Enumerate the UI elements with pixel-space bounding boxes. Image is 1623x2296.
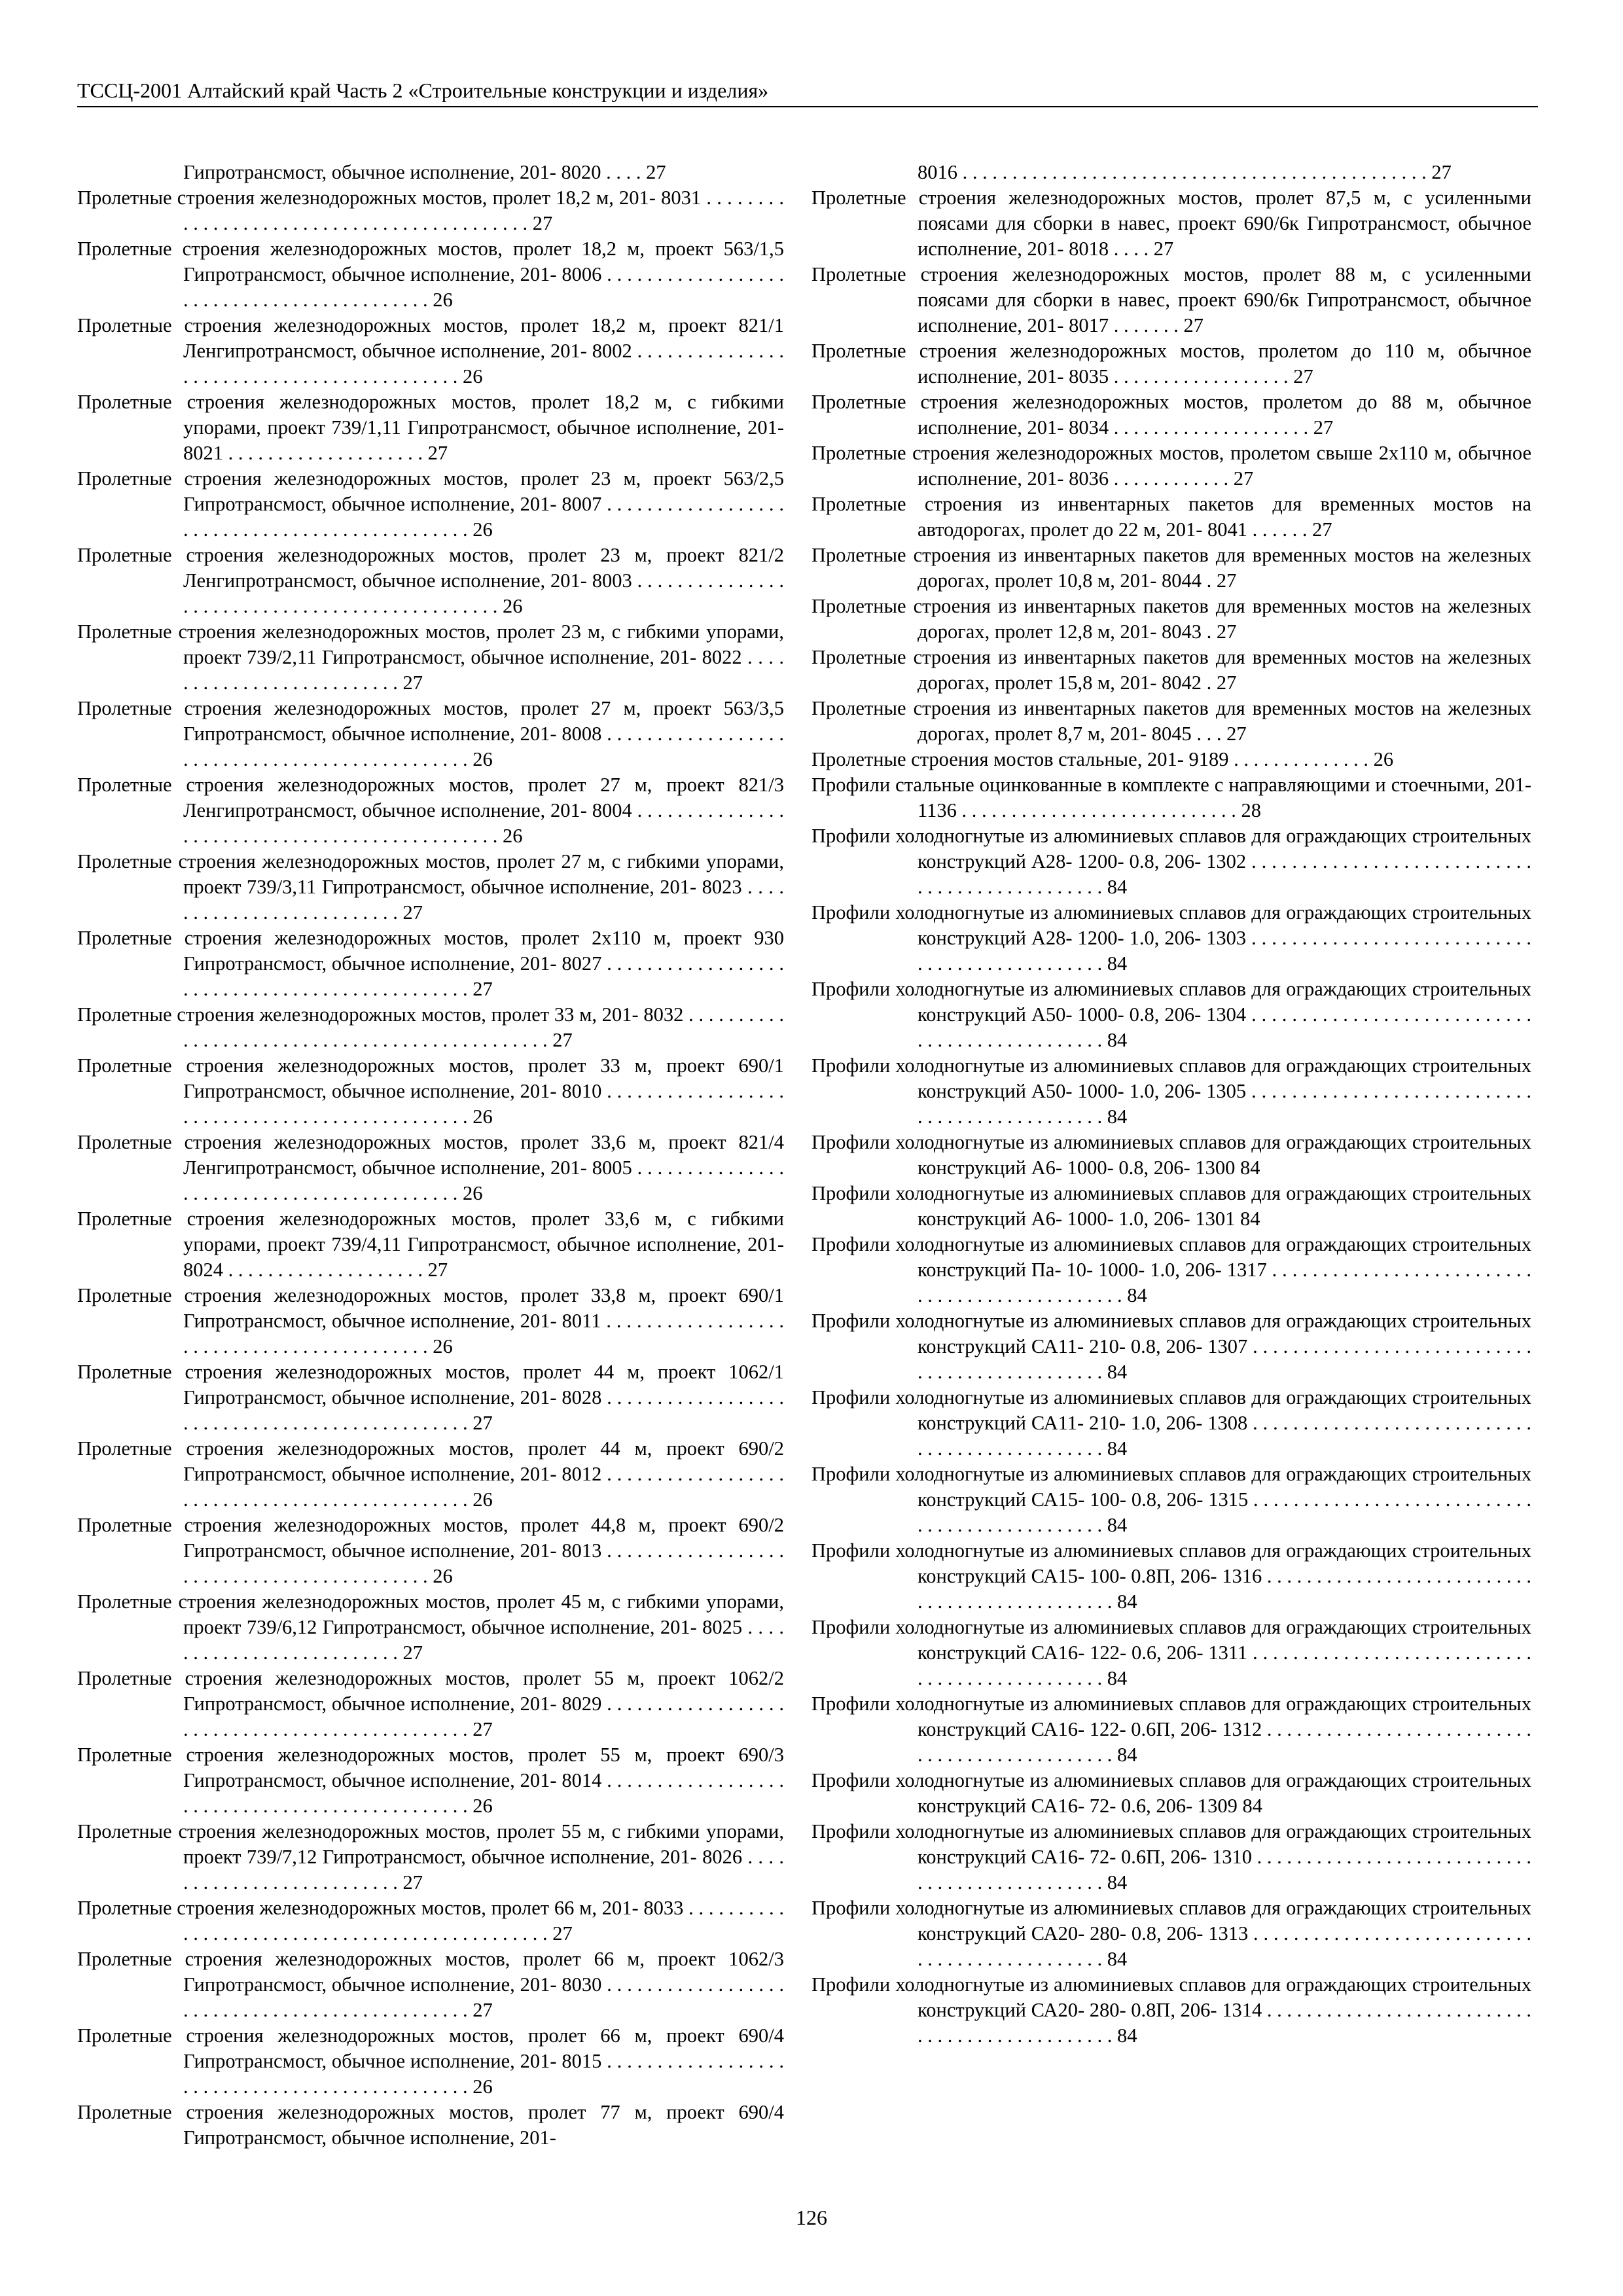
index-entry: Пролетные строения железнодорожных мостов, пролет 33,8 м, проект 690/1 Гипротрансмост, обычное исполнение, 201- 8011 . . . . . . . . . . . . . . . . . . . . . . . . . . . . . . . . . . . . . . . . . . . 26 <box>77 1284 784 1357</box>
index-entry: Пролетные строения железнодорожных мостов, пролет 23 м, проект 821/2 Ленгипротрансмост, обычное исполнение, 201- 8003 . . . . . . . . . . . . . . . . . . . . . . . . . . . . . . . . . . . . . . . . . . . . . . . 26 <box>77 544 784 617</box>
index-entry: Пролетные строения железнодорожных мостов, пролет 87,5 м, с усиленными поясами для сборки в навес, проект 690/6к Гипротрансмост, обычное исполнение, 201- 8018 . . . . 27 <box>812 187 1531 260</box>
index-entry: Профили холодногнутые из алюминиевых сплавов для ограждающих строительных конструкций СА11- 210- 1.0, 206- 1308 . . . . . . . . . . . . . . . . . . . . . . . . . . . . . . . . . . . . . . . . . . . . . . . 84 <box>812 1386 1531 1460</box>
index-entry: Пролетные строения железнодорожных мостов, пролет 55 м, проект 690/3 Гипротрансмост, обычное исполнение, 201- 8014 . . . . . . . . . . . . . . . . . . . . . . . . . . . . . . . . . . . . . . . . . . . . . . . 26 <box>77 1744 784 1817</box>
index-entry: Пролетные строения железнодорожных мостов, пролет 44 м, проект 1062/1 Гипротрансмост, обычное исполнение, 201- 8028 . . . . . . . . . . . . . . . . . . . . . . . . . . . . . . . . . . . . . . . . . . . . . . . 27 <box>77 1361 784 1434</box>
index-entry: Пролетные строения железнодорожных мостов, пролет 55 м, с гибкими упорами, проект 739/7,12 Гипротрансмост, обычное исполнение, 201- 8026 . . . . . . . . . . . . . . . . . . . . . . . . . . 27 <box>77 1820 784 1893</box>
index-column-right <box>812 160 1531 2049</box>
index-entry: Пролетные строения железнодорожных мостов, пролетом до 110 м, обычное исполнение, 201- 8035 . . . . . . . . . . . . . . . . . . 27 <box>812 340 1531 387</box>
index-entry: Пролетные строения из инвентарных пакетов для временных мостов на автодорогах, пролет до 22 м, 201- 8041 . . . . . . 27 <box>812 493 1531 541</box>
index-entry: Пролетные строения железнодорожных мостов, пролет 18,2 м, 201- 8031 . . . . . . . . . . . . . . . . . . . . . . . . . . . . . . . . . . . . . . . . . . . 27 <box>77 187 784 234</box>
index-entry: Пролетные строения из инвентарных пакетов для временных мостов на железных дорогах, пролет 8,7 м, 201- 8045 . . . 27 <box>812 697 1531 745</box>
index-entry: Пролетные строения железнодорожных мостов, пролет 18,2 м, проект 563/1,5 Гипротрансмост, обычное исполнение, 201- 8006 . . . . . . . . . . . . . . . . . . . . . . . . . . . . . . . . . . . . . . . . . . . 26 <box>77 238 784 311</box>
index-entry: Пролетные строения железнодорожных мостов, пролетом до 88 м, обычное исполнение, 201- 8034 . . . . . . . . . . . . . . . . . . . . 27 <box>812 391 1531 439</box>
index-entry: Пролетные строения железнодорожных мостов, пролет 23 м, проект 563/2,5 Гипротрансмост, обычное исполнение, 201- 8007 . . . . . . . . . . . . . . . . . . . . . . . . . . . . . . . . . . . . . . . . . . . . . . . 26 <box>77 467 784 541</box>
index-entry: Пролетные строения из инвентарных пакетов для временных мостов на железных дорогах, пролет 15,8 м, 201- 8042 . 27 <box>812 646 1531 694</box>
index-entry: Пролетные строения железнодорожных мостов, пролет 88 м, с усиленными поясами для сборки в навес, проект 690/6к Гипротрансмост, обычное исполнение, 201- 8017 . . . . . . . 27 <box>812 263 1531 336</box>
index-entry: Пролетные строения железнодорожных мостов, пролет 66 м, проект 690/4 Гипротрансмост, обычное исполнение, 201- 8015 . . . . . . . . . . . . . . . . . . . . . . . . . . . . . . . . . . . . . . . . . . . . . . . 26 <box>77 2024 784 2098</box>
index-entry: Профили холодногнутые из алюминиевых сплавов для ограждающих строительных конструкций А50- 1000- 0.8, 206- 1304 . . . . . . . . . . . . . . . . . . . . . . . . . . . . . . . . . . . . . . . . . . . . . . . 84 <box>812 978 1531 1051</box>
index-entry: Пролетные строения железнодорожных мостов, пролет 33 м, проект 690/1 Гипротрансмост, обычное исполнение, 201- 8010 . . . . . . . . . . . . . . . . . . . . . . . . . . . . . . . . . . . . . . . . . . . . . . . 26 <box>77 1054 784 1128</box>
index-entry: Гипротрансмост, обычное исполнение, 201- 8020 . . . . 27 <box>183 161 666 183</box>
index-entry: Профили холодногнутые из алюминиевых сплавов для ограждающих строительных конструкций СА11- 210- 0.8, 206- 1307 . . . . . . . . . . . . . . . . . . . . . . . . . . . . . . . . . . . . . . . . . . . . . . . 84 <box>812 1310 1531 1383</box>
index-entry: Пролетные строения железнодорожных мостов, пролет 2х110 м, проект 930 Гипротрансмост, обычное исполнение, 201- 8027 . . . . . . . . . . . . . . . . . . . . . . . . . . . . . . . . . . . . . . . . . . . . . . . 27 <box>77 927 784 1000</box>
index-entry: Пролетные строения железнодорожных мостов, пролет 18,2 м, с гибкими упорами, проект 739/1,11 Гипротрансмост, обычное исполнение, 201- 8021 . . . . . . . . . . . . . . . . . . . . 27 <box>77 391 784 464</box>
index-entry: Пролетные строения железнодорожных мостов, пролет 66 м, 201- 8033 . . . . . . . . . . . . . . . . . . . . . . . . . . . . . . . . . . . . . . . . . . . . . . . 27 <box>77 1897 784 1945</box>
page-header: ТССЦ-2001 Алтайский край Часть 2 «Строительные конструкции и изделия» <box>77 77 1538 107</box>
index-entry: Пролетные строения железнодорожных мостов, пролет 27 м, с гибкими упорами, проект 739/3,11 Гипротрансмост, обычное исполнение, 201- 8023 . . . . . . . . . . . . . . . . . . . . . . . . . . 27 <box>77 850 784 924</box>
index-entry: Профили холодногнутые из алюминиевых сплавов для ограждающих строительных конструкций А6- 1000- 0.8, 206- 1300 84 <box>812 1131 1531 1179</box>
index-entry: Профили холодногнутые из алюминиевых сплавов для ограждающих строительных конструкций Па- 10- 1000- 1.0, 206- 1317 . . . . . . . . . . . . . . . . . . . . . . . . . . . . . . . . . . . . . . . . . . . . . . . 84 <box>812 1233 1531 1306</box>
index-entry: Пролетные строения из инвентарных пакетов для временных мостов на железных дорогах, пролет 10,8 м, 201- 8044 . 27 <box>812 544 1531 592</box>
index-entry: Пролетные строения железнодорожных мостов, пролет 66 м, проект 1062/3 Гипротрансмост, обычное исполнение, 201- 8030 . . . . . . . . . . . . . . . . . . . . . . . . . . . . . . . . . . . . . . . . . . . . . . . 27 <box>77 1948 784 2021</box>
index-entry: Пролетные строения железнодорожных мостов, пролет 44,8 м, проект 690/2 Гипротрансмост, обычное исполнение, 201- 8013 . . . . . . . . . . . . . . . . . . . . . . . . . . . . . . . . . . . . . . . . . . . 26 <box>77 1514 784 1587</box>
index-entry: Пролетные строения из инвентарных пакетов для временных мостов на железных дорогах, пролет 12,8 м, 201- 8043 . 27 <box>812 595 1531 643</box>
index-entry: Профили холодногнутые из алюминиевых сплавов для ограждающих строительных конструкций А28- 1200- 0.8, 206- 1302 . . . . . . . . . . . . . . . . . . . . . . . . . . . . . . . . . . . . . . . . . . . . . . . 84 <box>812 825 1531 898</box>
index-entry: Профили холодногнутые из алюминиевых сплавов для ограждающих строительных конструкций СА16- 122- 0.6П, 206- 1312 . . . . . . . . . . . . . . . . . . . . . . . . . . . . . . . . . . . . . . . . . . . . . . . 84 <box>812 1693 1531 1766</box>
index-entry: Профили холодногнутые из алюминиевых сплавов для ограждающих строительных конструкций СА16- 72- 0.6П, 206- 1310 . . . . . . . . . . . . . . . . . . . . . . . . . . . . . . . . . . . . . . . . . . . . . . . 84 <box>812 1820 1531 1893</box>
index-entry: Пролетные строения мостов стальные, 201- 9189 . . . . . . . . . . . . . . 26 <box>812 748 1394 770</box>
index-entry: Профили холодногнутые из алюминиевых сплавов для ограждающих строительных конструкций СА20- 280- 0.8, 206- 1313 . . . . . . . . . . . . . . . . . . . . . . . . . . . . . . . . . . . . . . . . . . . . . . . 84 <box>812 1897 1531 1970</box>
index-entry: Пролетные строения железнодорожных мостов, пролет 27 м, проект 563/3,5 Гипротрансмост, обычное исполнение, 201- 8008 . . . . . . . . . . . . . . . . . . . . . . . . . . . . . . . . . . . . . . . . . . . . . . . 26 <box>77 697 784 770</box>
index-entry: Пролетные строения железнодорожных мостов, пролет 23 м, с гибкими упорами, проект 739/2,11 Гипротрансмост, обычное исполнение, 201- 8022 . . . . . . . . . . . . . . . . . . . . . . . . . . 27 <box>77 620 784 694</box>
index-entry: 8016 . . . . . . . . . . . . . . . . . . . . . . . . . . . . . . . . . . . . . . . . . . . . . . . 27 <box>918 161 1452 183</box>
index-entry: Профили холодногнутые из алюминиевых сплавов для ограждающих строительных конструкций А50- 1000- 1.0, 206- 1305 . . . . . . . . . . . . . . . . . . . . . . . . . . . . . . . . . . . . . . . . . . . . . . . 84 <box>812 1054 1531 1128</box>
index-entry: Профили холодногнутые из алюминиевых сплавов для ограждающих строительных конструкций А28- 1200- 1.0, 206- 1303 . . . . . . . . . . . . . . . . . . . . . . . . . . . . . . . . . . . . . . . . . . . . . . . 84 <box>812 901 1531 975</box>
index-entry: Профили холодногнутые из алюминиевых сплавов для ограждающих строительных конструкций СА16- 72- 0.6, 206- 1309 84 <box>812 1769 1531 1817</box>
index-entry: Профили холодногнутые из алюминиевых сплавов для ограждающих строительных конструкций СА16- 122- 0.6, 206- 1311 . . . . . . . . . . . . . . . . . . . . . . . . . . . . . . . . . . . . . . . . . . . . . . . 84 <box>812 1616 1531 1689</box>
index-entry: Профили холодногнутые из алюминиевых сплавов для ограждающих строительных конструкций А6- 1000- 1.0, 206- 1301 84 <box>812 1182 1531 1230</box>
index-entry: Пролетные строения железнодорожных мостов, пролет 55 м, проект 1062/2 Гипротрансмост, обычное исполнение, 201- 8029 . . . . . . . . . . . . . . . . . . . . . . . . . . . . . . . . . . . . . . . . . . . . . . . 27 <box>77 1667 784 1740</box>
index-entry: Пролетные строения железнодорожных мостов, пролет 27 м, проект 821/3 Ленгипротрансмост, обычное исполнение, 201- 8004 . . . . . . . . . . . . . . . . . . . . . . . . . . . . . . . . . . . . . . . . . . . . . . . 26 <box>77 774 784 847</box>
index-entry: Профили холодногнутые из алюминиевых сплавов для ограждающих строительных конструкций СА20- 280- 0.8П, 206- 1314 . . . . . . . . . . . . . . . . . . . . . . . . . . . . . . . . . . . . . . . . . . . . . . . 84 <box>812 1973 1531 2047</box>
index-entry: Пролетные строения железнодорожных мостов, пролет 18,2 м, проект 821/1 Ленгипротрансмост, обычное исполнение, 201- 8002 . . . . . . . . . . . . . . . . . . . . . . . . . . . . . . . . . . . . . . . . . . . 26 <box>77 314 784 387</box>
index-entry: Профили холодногнутые из алюминиевых сплавов для ограждающих строительных конструкций СА15- 100- 0.8, 206- 1315 . . . . . . . . . . . . . . . . . . . . . . . . . . . . . . . . . . . . . . . . . . . . . . . 84 <box>812 1463 1531 1536</box>
index-entry: Профили стальные оцинкованные в комплекте с направляющими и стоечными, 201- 1136 . . . . . . . . . . . . . . . . . . . . . . . . . . . . 28 <box>812 774 1531 821</box>
index-entry: Пролетные строения железнодорожных мостов, пролет 44 м, проект 690/2 Гипротрансмост, обычное исполнение, 201- 8012 . . . . . . . . . . . . . . . . . . . . . . . . . . . . . . . . . . . . . . . . . . . . . . . 26 <box>77 1437 784 1511</box>
index-entry: Пролетные строения железнодорожных мостов, пролетом свыше 2х110 м, обычное исполнение, 201- 8036 . . . . . . . . . . . . 27 <box>812 442 1531 490</box>
index-entry: Пролетные строения железнодорожных мостов, пролет 33 м, 201- 8032 . . . . . . . . . . . . . . . . . . . . . . . . . . . . . . . . . . . . . . . . . . . . . . . 27 <box>77 1003 784 1051</box>
index-entry: Профили холодногнутые из алюминиевых сплавов для ограждающих строительных конструкций СА15- 100- 0.8П, 206- 1316 . . . . . . . . . . . . . . . . . . . . . . . . . . . . . . . . . . . . . . . . . . . . . . . 84 <box>812 1539 1531 1613</box>
index-entry: Пролетные строения железнодорожных мостов, пролет 33,6 м, проект 821/4 Ленгипротрансмост, обычное исполнение, 201- 8005 . . . . . . . . . . . . . . . . . . . . . . . . . . . . . . . . . . . . . . . . . . . 26 <box>77 1131 784 1204</box>
page-number: 126 <box>796 2206 827 2229</box>
index-column-left <box>77 160 784 2151</box>
index-entry: Пролетные строения железнодорожных мостов, пролет 45 м, с гибкими упорами, проект 739/6,12 Гипротрансмост, обычное исполнение, 201- 8025 . . . . . . . . . . . . . . . . . . . . . . . . . . 27 <box>77 1590 784 1664</box>
index-entry: Пролетные строения железнодорожных мостов, пролет 77 м, проект 690/4 Гипротрансмост, обычное исполнение, 201- <box>77 2101 784 2149</box>
index-entry: Пролетные строения железнодорожных мостов, пролет 33,6 м, с гибкими упорами, проект 739/4,11 Гипротрансмост, обычное исполнение, 201- 8024 . . . . . . . . . . . . . . . . . . . . 27 <box>77 1208 784 1281</box>
